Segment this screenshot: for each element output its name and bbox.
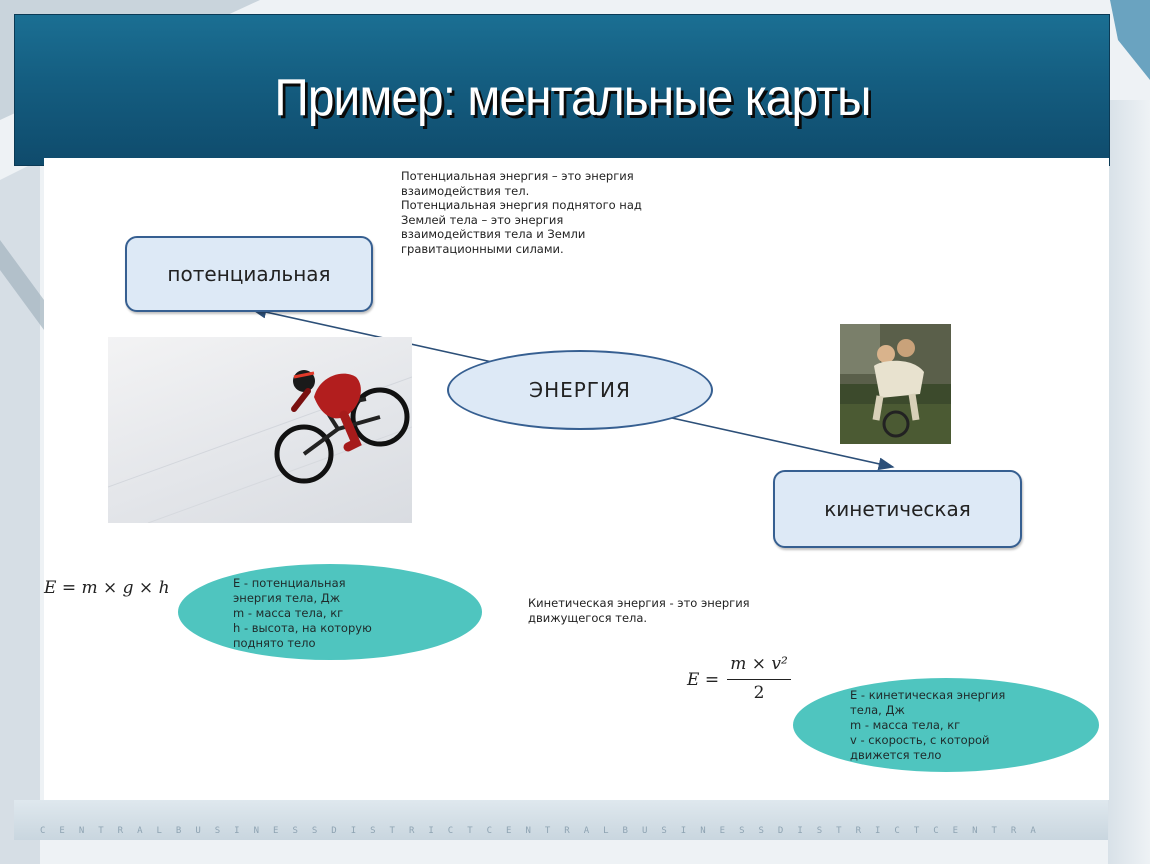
potential-node-label: потенциальная xyxy=(167,262,331,286)
potential-definition: Потенциальная энергия – это энергия взаимодействия тел. Потенциальная энергия поднятого над Землей тела – это энергия взаимодействия тела и Земли гравитационными силами. xyxy=(401,169,642,256)
kinetic-legend-text: E - кинетическая энергия тела, Дж m - масса тела, кг v - скорость, с которой движется тело xyxy=(850,688,1006,762)
kinetic-formula-denominator: 2 xyxy=(753,683,765,703)
footer-strip-text: CENTRALBUSINESSDISTRICTCENTRALBUSINESSDISTRICTCENTRA xyxy=(40,826,1050,836)
couple-on-bicycle-image xyxy=(840,324,951,444)
energy-center-label: ЭНЕРГИЯ xyxy=(529,378,631,402)
kinetic-node xyxy=(773,470,1022,548)
slide-title: Пример: ментальные карты xyxy=(274,69,871,127)
kinetic-formula-lhs: E = xyxy=(687,670,720,690)
potential-node xyxy=(125,236,373,312)
kinetic-node-label: кинетическая xyxy=(824,497,971,521)
potential-formula: E = m × g × h xyxy=(44,578,170,598)
kinetic-definition: Кинетическая энергия - это энергия движущегося тела. xyxy=(528,596,750,625)
downhill-cyclist-image xyxy=(108,337,412,523)
cyclist-photo xyxy=(108,337,412,523)
potential-legend-text: E - потенциальная энергия тела, Дж m - масса тела, кг h - высота, на которую поднято тело xyxy=(233,576,372,650)
couple-photo xyxy=(840,324,951,444)
right-edge-panel xyxy=(1108,100,1150,864)
energy-center-node xyxy=(447,350,713,430)
kinetic-formula-numerator: m × v² xyxy=(730,654,788,674)
kinetic-formula-fraction-bar xyxy=(727,679,791,680)
